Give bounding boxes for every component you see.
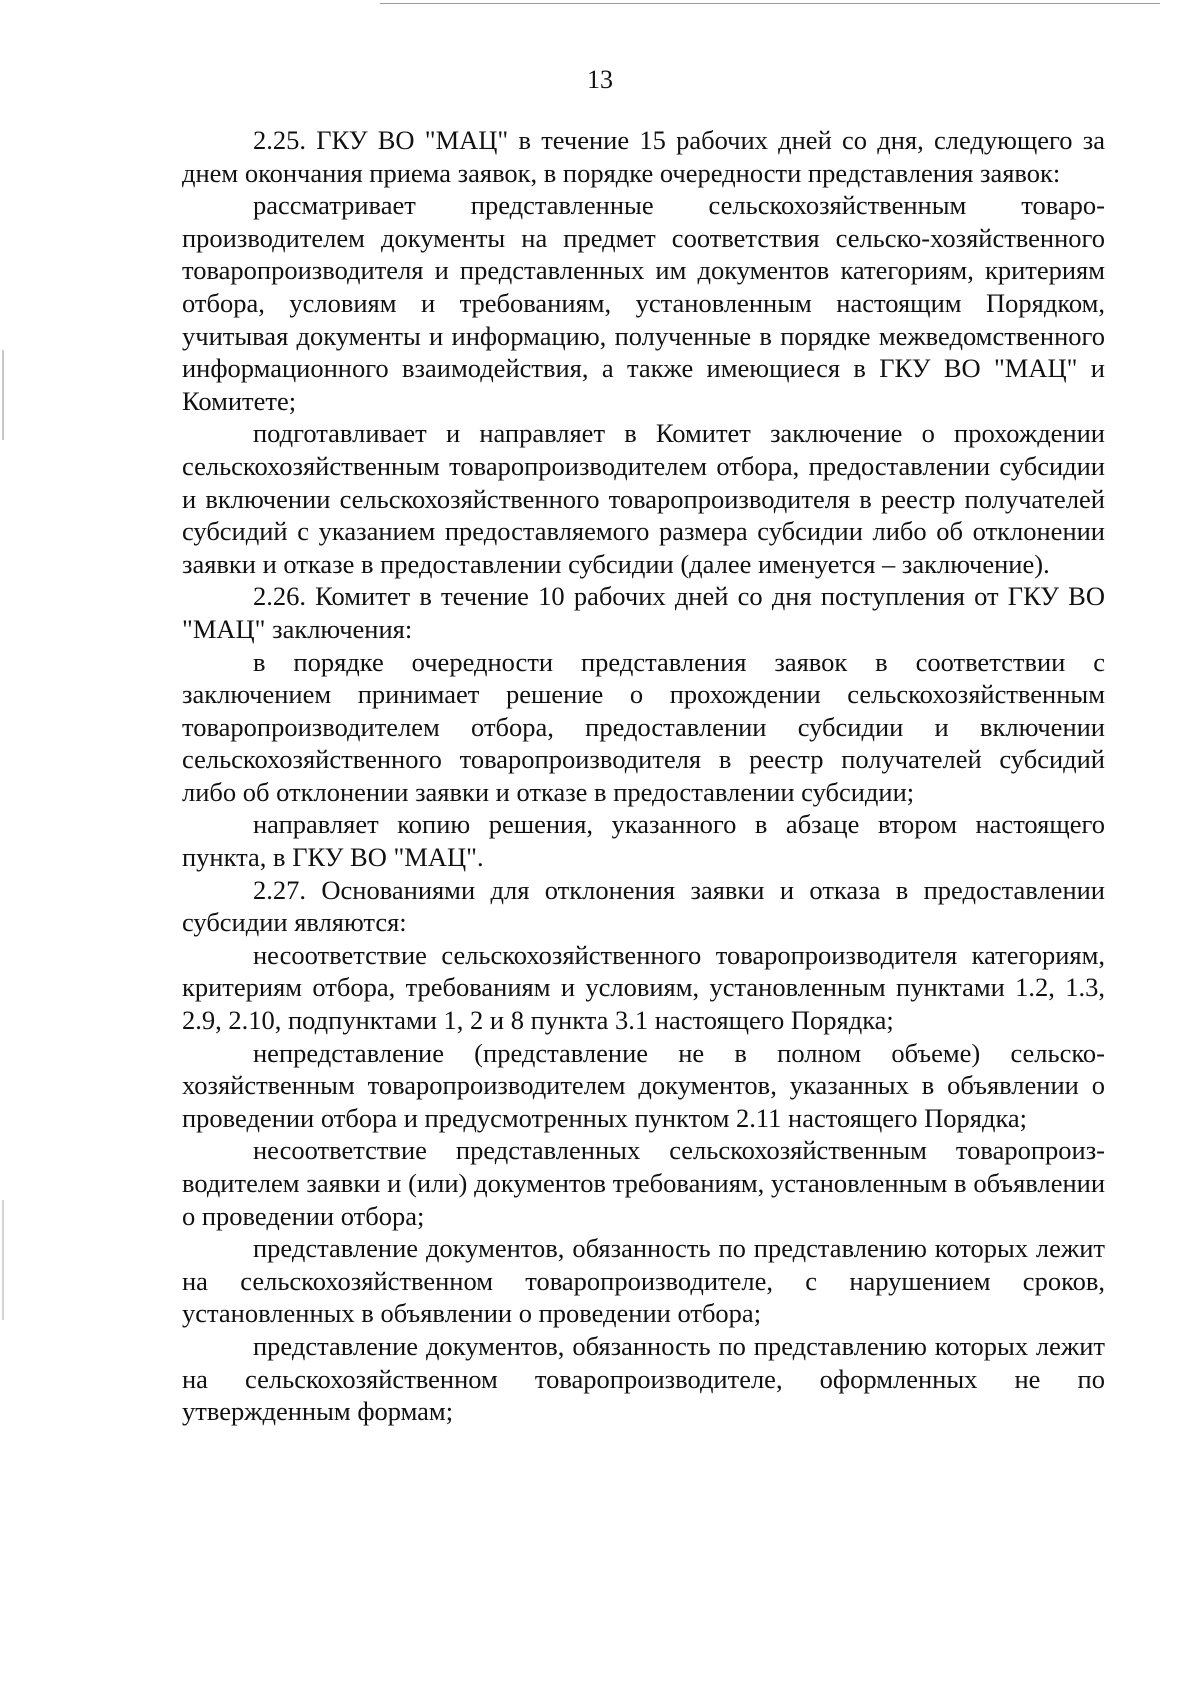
paragraph-ground-requirements: несоответствие представленных сельскохозяйственным товаропроиз-водителем заявки и (или) документов требованиям, установленным в объявлении о проведении отбора; [182,1135,1105,1231]
page-number: 13 [587,65,613,94]
paragraph-ground-nonsubmission: непредставление (представление не в полном объеме) сельско-хозяйственным товаропроизводителем документов, указанных в объявлении о проведении отбора и предусмотренных пунктом 2.11 настоящего Порядка; [182,1037,1105,1133]
paragraph-ground-nonconformity: несоответствие сельскохозяйственного товаропроизводителя категориям, критериям отбора, требованиям и условиям, установленным пунктами 1.2, 1.3, 2.9, 2.10, подпунктами 1, 2 и 8 пункта 3.1 настоящего Порядка; [182,939,1105,1036]
scan-edge-mark [2,350,4,440]
paragraph-reviews-documents: рассматривает представленные сельскохозяйственным товаро-производителем документы на предмет соответствия сельско-хозяйственного товаропроизводителя и представленных им документов категориям, критериям отбора, условиям и требованиям, установленным настоящим Порядком, учитывая документы и информацию, полученные в порядке межведомственного информационного взаимодействия, а также имеющиеся в ГКУ ВО "МАЦ" и Комитете; [182,190,1105,416]
paragraph-committee-decision: в порядке очередности представления заявок в соответствии с заключением принимает решение о прохождении сельскохозяйственным товаропроизводителем отбора, предоставлении субсидии и включении сельскохозяйственного товаропроизводителя в реестр получателей субсидий либо об отклонении заявки и отказе в предоставлении субсидии; [182,646,1105,807]
scan-edge-mark [2,1200,4,1320]
paragraph-2-26: 2.26. Комитет в течение 10 рабочих дней со дня поступления от ГКУ ВО "МАЦ" заключения: [182,581,1105,644]
paragraph-ground-forms: представление документов, обязанность по представлению которых лежит на сельскохозяйственном товаропроизводителе, оформленных не по утвержденным формам; [182,1330,1105,1427]
paragraph-2-25: 2.25. ГКУ ВО "МАЦ" в течение 15 рабочих дней со дня, следующего за днем окончания приема заявок, в порядке очередности представления заявок: [182,125,1105,188]
paragraph-sends-copy: направляет копию решения, указанного в абзаце втором настоящего пункта, в ГКУ ВО "МАЦ". [182,809,1105,873]
paragraph-prepares-conclusion: подготавливает и направляет в Комитет заключение о прохождении сельскохозяйственным товаропроизводителем отбора, предоставлении субсидии и включении сельскохозяйственного товаропроизводителя в реестр получателей субсидий с указанием предоставляемого размера субсидии либо об отклонении заявки и отказе в предоставлении субсидии (далее именуется – заключение). [182,418,1105,579]
document-body [182,124,1105,1428]
scan-edge-line [380,3,1160,4]
paragraph-2-27: 2.27. Основаниями для отклонения заявки и отказа в предоставлении субсидии являются: [182,874,1105,938]
paragraph-ground-deadline: представление документов, обязанность по представлению которых лежит на сельскохозяйственном товаропроизводителе, с нарушением сроков, установленных в объявлении о проведении отбора; [182,1233,1105,1329]
